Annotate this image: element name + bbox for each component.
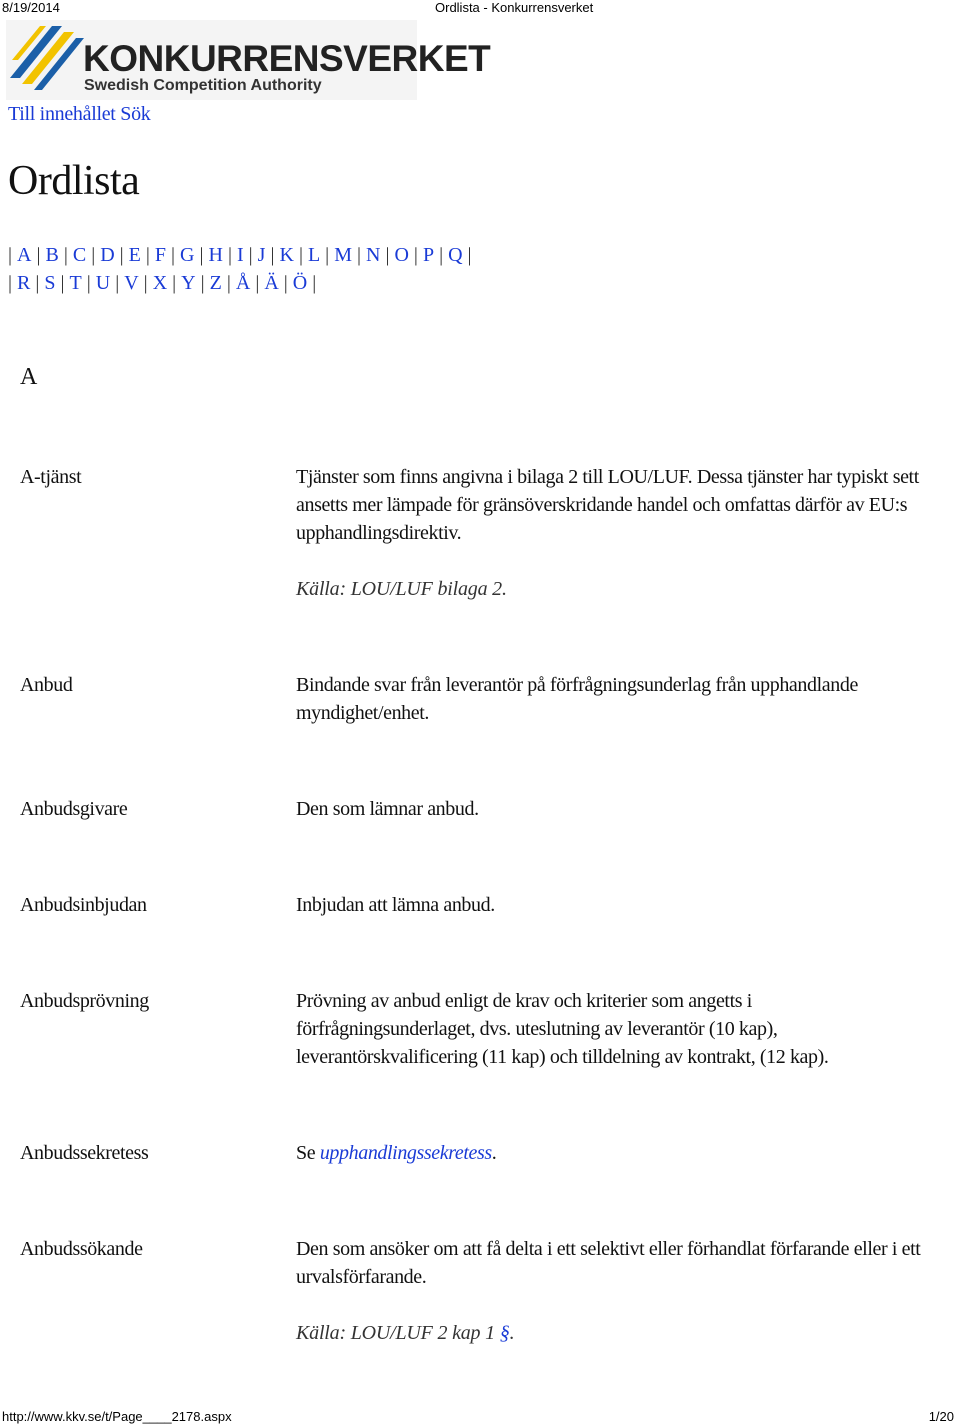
glossary-definition: Bindande svar från leverantör på förfrågningsunderlag från upphandlande myndighet/enhet. [296, 674, 858, 724]
alphabet-separator: | [145, 244, 150, 266]
alphabet-link-ö[interactable]: Ö [292, 272, 308, 294]
alphabet-separator: | [255, 272, 260, 294]
alphabet-link-g[interactable]: G [180, 244, 195, 266]
source-suffix: . [509, 1322, 515, 1344]
logo-subtitle: Swedish Competition Authority [84, 77, 322, 94]
alphabet-link-m[interactable]: M [334, 244, 352, 266]
alphabet-link-a[interactable]: A [17, 244, 32, 266]
alphabet-separator: | [8, 272, 13, 294]
alphabet-link-ä[interactable]: Ä [264, 272, 279, 294]
alphabet-separator: | [86, 272, 91, 294]
alphabet-link-t[interactable]: T [69, 272, 82, 294]
alphabet-link-h[interactable]: H [208, 244, 223, 266]
alphabet-separator: | [171, 244, 176, 266]
alphabet-link-o[interactable]: O [394, 244, 409, 266]
alphabet-separator: | [413, 244, 418, 266]
alphabet-link-e[interactable]: E [128, 244, 141, 266]
alphabet-link-x[interactable]: X [152, 272, 168, 294]
glossary-term: Anbudssökande [20, 1238, 143, 1260]
logo-wordmark: KONKURRENSVERKET [83, 38, 491, 79]
alphabet-link-u[interactable]: U [95, 272, 111, 294]
alphabet-separator: | [119, 244, 124, 266]
alphabet-link-v[interactable]: V [124, 272, 139, 294]
alphabet-separator: | [35, 272, 40, 294]
alphabet-separator: | [248, 244, 253, 266]
alphabet-link-c[interactable]: C [72, 244, 87, 266]
glossary-term: Anbudsinbjudan [20, 894, 147, 916]
definition-suffix: . [491, 1142, 497, 1164]
page-title: Ordlista [8, 158, 140, 204]
alphabet-link-b[interactable]: B [45, 244, 59, 266]
logo-stripes-icon [6, 20, 86, 100]
print-page-title: Ordlista - Konkurrensverket [435, 0, 594, 15]
alphabet-separator: | [467, 244, 472, 266]
glossary-term: Anbudssekretess [20, 1142, 149, 1164]
alphabet-link-f[interactable]: F [154, 244, 167, 266]
source-prefix: Källa: LOU/LUF 2 kap 1 [296, 1322, 500, 1344]
glossary-term: Anbudsprövning [20, 990, 149, 1012]
glossary-term: Anbud [20, 674, 73, 696]
search-link[interactable]: Sök [120, 103, 151, 125]
glossary-definition: Den som ansöker om att få delta i ett selektivt eller förhandlat förfarande eller i ett urvalsförfarande. [296, 1238, 921, 1288]
alphabet-link-r[interactable]: R [17, 272, 31, 294]
alphabet-nav-row-1 [8, 245, 477, 265]
alphabet-separator: | [63, 244, 68, 266]
glossary-definition: Den som lämnar anbud. [296, 798, 479, 820]
alphabet-separator: | [200, 272, 205, 294]
alphabet-separator: | [143, 272, 148, 294]
alphabet-separator: | [298, 244, 303, 266]
alphabet-separator: | [115, 272, 120, 294]
alphabet-separator: | [270, 244, 275, 266]
alphabet-link-d[interactable]: D [100, 244, 115, 266]
alphabet-link-p[interactable]: P [422, 244, 435, 266]
skip-to-content-link[interactable]: Till innehållet [8, 103, 116, 125]
alphabet-link-l[interactable]: L [307, 244, 321, 266]
alphabet-separator: | [356, 244, 361, 266]
alphabet-separator: | [385, 244, 390, 266]
print-page-number: 1/20 [928, 1409, 954, 1424]
alphabet-link-n[interactable]: N [366, 244, 381, 266]
alphabet-separator: | [439, 244, 444, 266]
alphabet-separator: | [325, 244, 330, 266]
alphabet-separator: | [283, 272, 288, 294]
konkurrensverket-logo[interactable] [6, 20, 491, 100]
alphabet-separator: | [226, 272, 231, 294]
glossary-term: A-tjänst [20, 466, 82, 488]
paragraph-link[interactable]: § [499, 1322, 510, 1344]
alphabet-link-å[interactable]: Å [235, 272, 251, 294]
alphabet-separator: | [36, 244, 41, 266]
alphabet-nav-row-2 [8, 273, 321, 293]
glossary-definition: Inbjudan att lämna anbud. [296, 894, 495, 916]
alphabet-separator: | [8, 244, 13, 266]
glossary-source: Källa: LOU/LUF bilaga 2. [296, 578, 507, 600]
alphabet-link-s[interactable]: S [44, 272, 56, 294]
upphandlingssekretess-link[interactable]: upphandlingssekretess [319, 1142, 492, 1164]
alphabet-link-i[interactable]: I [236, 244, 244, 266]
print-url: http://www.kkv.se/t/Page____2178.aspx [2, 1409, 232, 1424]
alphabet-separator: | [312, 272, 317, 294]
alphabet-link-q[interactable]: Q [448, 244, 463, 266]
skip-links [8, 103, 150, 126]
alphabet-separator: | [172, 272, 177, 294]
alphabet-link-k[interactable]: K [279, 244, 294, 266]
alphabet-link-y[interactable]: Y [181, 272, 196, 294]
alphabet-link-j[interactable]: J [257, 244, 266, 266]
alphabet-separator: | [227, 244, 232, 266]
alphabet-separator: | [91, 244, 96, 266]
alphabet-link-z[interactable]: Z [209, 272, 222, 294]
glossary-definition [296, 1139, 936, 1167]
glossary-term: Anbudsgivare [20, 798, 128, 820]
print-date: 8/19/2014 [2, 0, 60, 15]
alphabet-separator: | [199, 244, 204, 266]
definition-prefix: Se [296, 1142, 320, 1164]
section-heading-a: A [20, 364, 38, 390]
alphabet-separator: | [60, 272, 65, 294]
glossary-definition: Prövning av anbud enligt de krav och kriterier som angetts i förfrågningsunderlaget, dvs. uteslutning av leverantör (10 kap), leverantörskvalificering (11 kap) och tilldelning av kontrakt, (12 kap). [296, 990, 829, 1068]
glossary-definition: Tjänster som finns angivna i bilaga 2 till LOU/LUF. Dessa tjänster har typiskt sett ansetts mer lämpade för gränsöverskridande handel och omfattas därför av EU:s upphandlingsdirektiv. [296, 466, 919, 544]
glossary-source [296, 1322, 514, 1345]
